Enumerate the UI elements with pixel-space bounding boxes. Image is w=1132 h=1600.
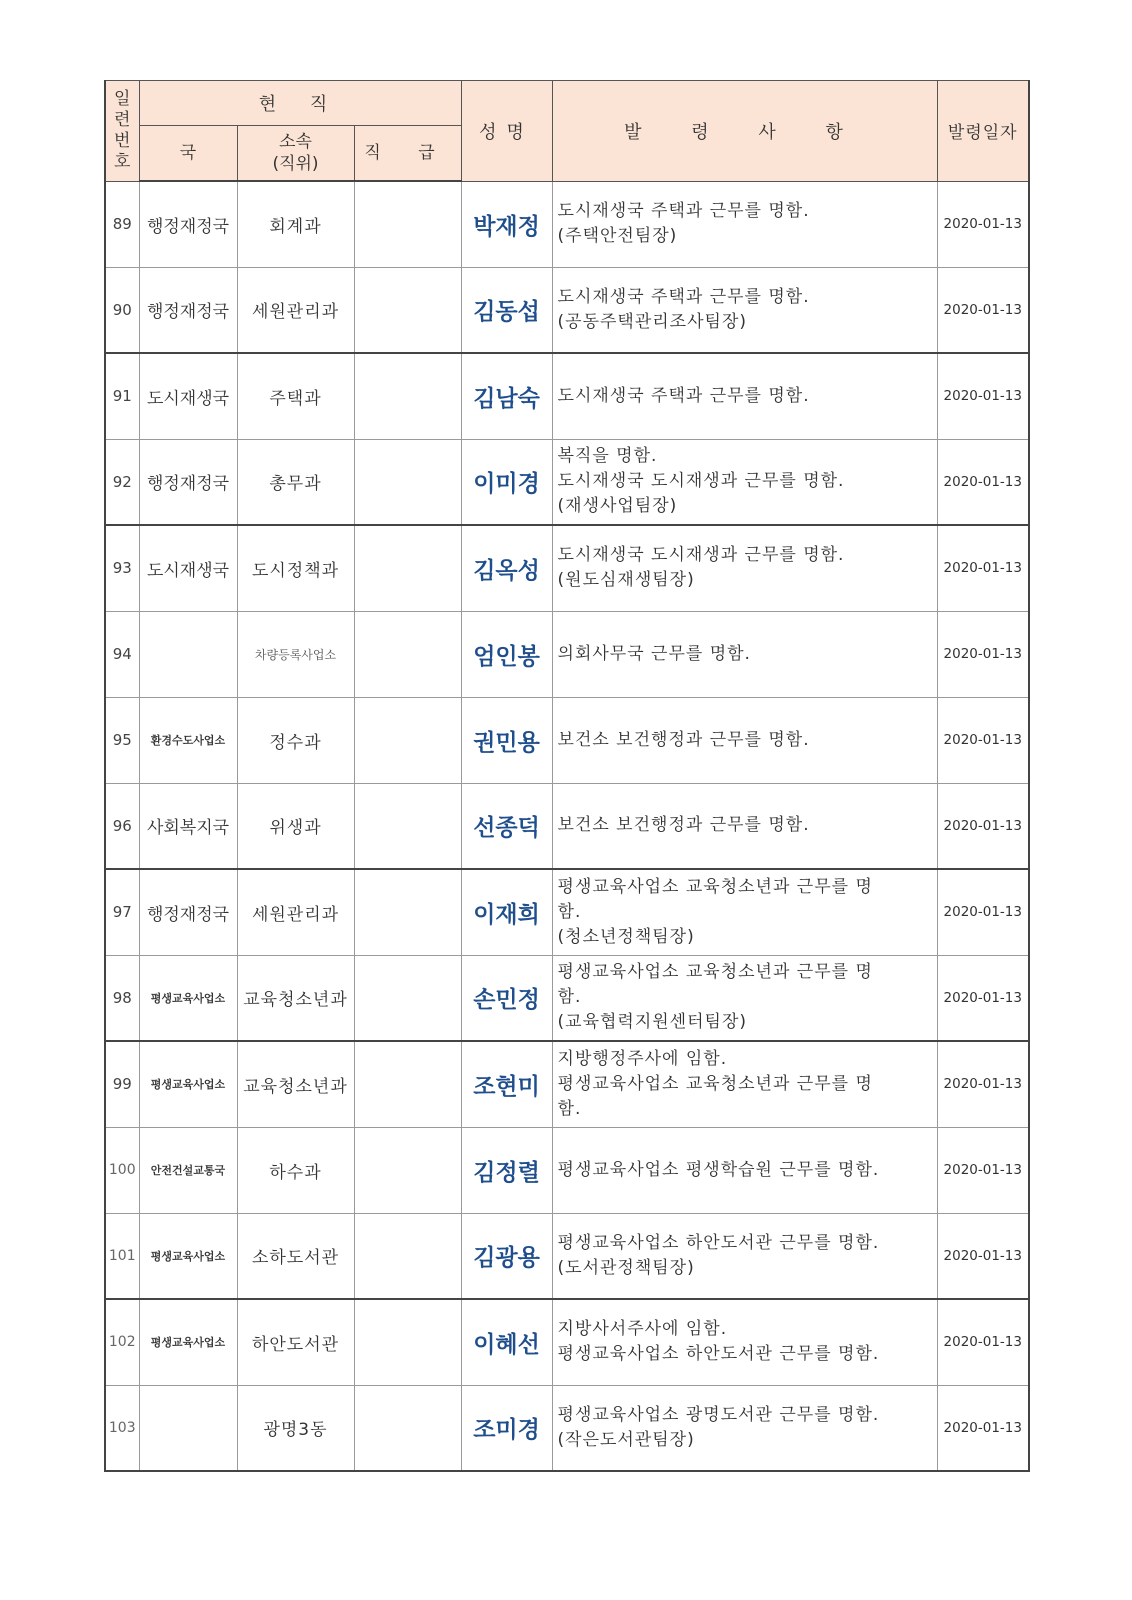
order-line: 평생교육사업소 평생학습원 근무를 명함. bbox=[557, 1159, 880, 1180]
order-line: 평생교육사업소 하안도서관 근무를 명함. bbox=[557, 1232, 880, 1253]
person-name: 김남숙 bbox=[461, 353, 552, 439]
serial-number: 102 bbox=[105, 1299, 139, 1385]
header-bureau: 국 bbox=[139, 126, 237, 182]
person-name: 선종덕 bbox=[461, 783, 552, 869]
order-line: 지방행정주사에 임함. bbox=[557, 1048, 728, 1069]
dept-cell: 회계과 bbox=[237, 181, 354, 267]
grade-cell bbox=[354, 525, 461, 611]
bureau-cell bbox=[139, 1385, 237, 1471]
serial-number: 93 bbox=[105, 525, 139, 611]
bureau-cell: 행정재정국 bbox=[139, 181, 237, 267]
bureau-cell: 평생교육사업소 bbox=[139, 1299, 237, 1385]
order-line: 도시재생국 도시재생과 근무를 명함. bbox=[557, 545, 845, 566]
order-date: 2020-01-13 bbox=[937, 869, 1029, 955]
grade-cell bbox=[354, 181, 461, 267]
order-line: 평생교육사업소 교육청소년과 근무를 명 bbox=[557, 962, 873, 983]
order-date: 2020-01-13 bbox=[937, 611, 1029, 697]
grade-cell bbox=[354, 267, 461, 353]
bureau-cell: 도시재생국 bbox=[139, 353, 237, 439]
dept-cell: 소하도서관 bbox=[237, 1213, 354, 1299]
bureau-cell: 평생교육사업소 bbox=[139, 1213, 237, 1299]
order-line: (청소년정책팀장) bbox=[557, 926, 695, 947]
order-line: (원도심재생팀장) bbox=[557, 570, 695, 591]
serial-number: 98 bbox=[105, 955, 139, 1041]
dept-cell: 도시정책과 bbox=[237, 525, 354, 611]
order-date: 2020-01-13 bbox=[937, 181, 1029, 267]
grade-cell bbox=[354, 353, 461, 439]
header-dept bbox=[237, 126, 354, 182]
order-date: 2020-01-13 bbox=[937, 1385, 1029, 1471]
serial-number: 89 bbox=[105, 181, 139, 267]
table-row bbox=[105, 1385, 1029, 1471]
dept-cell: 광명3동 bbox=[237, 1385, 354, 1471]
grade-cell bbox=[354, 955, 461, 1041]
order-line: (교육협력지원센터팀장) bbox=[557, 1012, 747, 1033]
serial-number: 100 bbox=[105, 1127, 139, 1213]
order-date: 2020-01-13 bbox=[937, 1213, 1029, 1299]
order-line: (공동주택관리조사팀장) bbox=[557, 311, 747, 332]
dept-cell: 교육청소년과 bbox=[237, 955, 354, 1041]
order-cell bbox=[552, 783, 937, 869]
order-cell bbox=[552, 955, 937, 1041]
person-name: 이미경 bbox=[461, 439, 552, 525]
order-line: (작은도서관팀장) bbox=[557, 1429, 695, 1450]
grade-cell bbox=[354, 1299, 461, 1385]
order-date: 2020-01-13 bbox=[937, 1299, 1029, 1385]
serial-number: 90 bbox=[105, 267, 139, 353]
order-cell bbox=[552, 1385, 937, 1471]
grade-cell bbox=[354, 611, 461, 697]
order-line: 함. bbox=[557, 1098, 582, 1119]
header-dept-sub: (직위) bbox=[272, 154, 319, 174]
bureau-cell: 환경수도사업소 bbox=[139, 697, 237, 783]
bureau-cell: 행정재정국 bbox=[139, 439, 237, 525]
header-current-position: 현 직 bbox=[139, 81, 461, 126]
serial-number: 103 bbox=[105, 1385, 139, 1471]
person-name: 김정렬 bbox=[461, 1127, 552, 1213]
order-line: 의회사무국 근무를 명함. bbox=[557, 643, 751, 664]
bureau-cell: 안전건설교통국 bbox=[139, 1127, 237, 1213]
person-name: 엄인봉 bbox=[461, 611, 552, 697]
bureau-cell bbox=[139, 611, 237, 697]
header-serial-line: 련 bbox=[114, 109, 131, 130]
table-row bbox=[105, 1127, 1029, 1213]
dept-cell: 하수과 bbox=[237, 1127, 354, 1213]
person-name: 조미경 bbox=[461, 1385, 552, 1471]
serial-number: 91 bbox=[105, 353, 139, 439]
dept-cell: 차량등록사업소 bbox=[237, 611, 354, 697]
order-line: 평생교육사업소 교육청소년과 근무를 명 bbox=[557, 876, 873, 897]
table-body bbox=[105, 181, 1029, 1471]
dept-cell: 위생과 bbox=[237, 783, 354, 869]
header-serial bbox=[105, 81, 139, 182]
table-row bbox=[105, 611, 1029, 697]
order-line: (도서관정책팀장) bbox=[557, 1257, 695, 1278]
bureau-cell: 도시재생국 bbox=[139, 525, 237, 611]
personnel-order-table bbox=[104, 80, 1030, 1472]
table-row bbox=[105, 439, 1029, 525]
grade-cell bbox=[354, 1127, 461, 1213]
order-date: 2020-01-13 bbox=[937, 1041, 1029, 1127]
order-date: 2020-01-13 bbox=[937, 525, 1029, 611]
table-row bbox=[105, 181, 1029, 267]
order-cell bbox=[552, 1041, 937, 1127]
serial-number: 99 bbox=[105, 1041, 139, 1127]
order-line: 지방사서주사에 임함. bbox=[557, 1319, 728, 1340]
table-row bbox=[105, 869, 1029, 955]
person-name: 이혜선 bbox=[461, 1299, 552, 1385]
order-cell bbox=[552, 1213, 937, 1299]
table-row bbox=[105, 1041, 1029, 1127]
grade-cell bbox=[354, 697, 461, 783]
header-serial-line: 호 bbox=[114, 151, 131, 172]
dept-cell: 세원관리과 bbox=[237, 267, 354, 353]
header-dept-label: 소속 bbox=[279, 132, 312, 152]
header-serial-line: 일 bbox=[114, 88, 131, 109]
dept-cell: 정수과 bbox=[237, 697, 354, 783]
table-row bbox=[105, 267, 1029, 353]
bureau-cell: 사회복지국 bbox=[139, 783, 237, 869]
person-name: 박재정 bbox=[461, 181, 552, 267]
order-cell bbox=[552, 611, 937, 697]
person-name: 이재희 bbox=[461, 869, 552, 955]
order-cell bbox=[552, 525, 937, 611]
serial-number: 96 bbox=[105, 783, 139, 869]
header-order: 발 령 사 항 bbox=[552, 81, 937, 182]
dept-cell: 주택과 bbox=[237, 353, 354, 439]
order-line: 도시재생국 주택과 근무를 명함. bbox=[557, 385, 810, 406]
person-name: 김동섭 bbox=[461, 267, 552, 353]
bureau-cell: 평생교육사업소 bbox=[139, 955, 237, 1041]
serial-number: 95 bbox=[105, 697, 139, 783]
order-cell bbox=[552, 181, 937, 267]
order-line: 도시재생국 도시재생과 근무를 명함. bbox=[557, 471, 845, 492]
order-cell bbox=[552, 1299, 937, 1385]
order-line: 보건소 보건행정과 근무를 명함. bbox=[557, 815, 810, 836]
serial-number: 101 bbox=[105, 1213, 139, 1299]
order-date: 2020-01-13 bbox=[937, 955, 1029, 1041]
order-date: 2020-01-13 bbox=[937, 353, 1029, 439]
header-serial-line: 번 bbox=[114, 130, 131, 151]
order-cell bbox=[552, 353, 937, 439]
header-name: 성명 bbox=[461, 81, 552, 182]
order-date: 2020-01-13 bbox=[937, 439, 1029, 525]
person-name: 김광용 bbox=[461, 1213, 552, 1299]
table-row bbox=[105, 783, 1029, 869]
order-line: (재생사업팀장) bbox=[557, 496, 678, 517]
order-line: 보건소 보건행정과 근무를 명함. bbox=[557, 729, 810, 750]
order-line: 복직을 명함. bbox=[557, 446, 658, 467]
grade-cell bbox=[354, 1213, 461, 1299]
grade-cell bbox=[354, 783, 461, 869]
dept-cell: 세원관리과 bbox=[237, 869, 354, 955]
bureau-cell: 행정재정국 bbox=[139, 267, 237, 353]
order-line: 도시재생국 주택과 근무를 명함. bbox=[557, 286, 810, 307]
serial-number: 97 bbox=[105, 869, 139, 955]
dept-cell: 총무과 bbox=[237, 439, 354, 525]
order-line: 평생교육사업소 교육청소년과 근무를 명 bbox=[557, 1073, 873, 1094]
table-row bbox=[105, 1213, 1029, 1299]
header-grade: 직 급 bbox=[354, 126, 461, 182]
grade-cell bbox=[354, 1385, 461, 1471]
order-line: 평생교육사업소 하안도서관 근무를 명함. bbox=[557, 1344, 880, 1365]
table-row bbox=[105, 353, 1029, 439]
order-cell bbox=[552, 869, 937, 955]
table-row bbox=[105, 525, 1029, 611]
table-row bbox=[105, 955, 1029, 1041]
dept-cell: 하안도서관 bbox=[237, 1299, 354, 1385]
person-name: 조현미 bbox=[461, 1041, 552, 1127]
person-name: 김옥성 bbox=[461, 525, 552, 611]
order-cell bbox=[552, 439, 937, 525]
table-row bbox=[105, 697, 1029, 783]
person-name: 손민정 bbox=[461, 955, 552, 1041]
order-line: 도시재생국 주택과 근무를 명함. bbox=[557, 201, 810, 221]
grade-cell bbox=[354, 1041, 461, 1127]
order-line: 평생교육사업소 광명도서관 근무를 명함. bbox=[557, 1404, 880, 1425]
order-cell bbox=[552, 697, 937, 783]
order-date: 2020-01-13 bbox=[937, 1127, 1029, 1213]
dept-cell: 교육청소년과 bbox=[237, 1041, 354, 1127]
order-line: 함. bbox=[557, 901, 582, 922]
order-date: 2020-01-13 bbox=[937, 783, 1029, 869]
bureau-cell: 행정재정국 bbox=[139, 869, 237, 955]
order-cell bbox=[552, 1127, 937, 1213]
person-name: 권민용 bbox=[461, 697, 552, 783]
table-row bbox=[105, 1299, 1029, 1385]
serial-number: 92 bbox=[105, 439, 139, 525]
table-header bbox=[105, 81, 1029, 182]
header-date: 발령일자 bbox=[937, 81, 1029, 182]
order-line: 함. bbox=[557, 987, 582, 1008]
order-line: (주택안전팀장) bbox=[557, 226, 678, 246]
grade-cell bbox=[354, 439, 461, 525]
order-cell bbox=[552, 267, 937, 353]
grade-cell bbox=[354, 869, 461, 955]
order-date: 2020-01-13 bbox=[937, 697, 1029, 783]
order-date: 2020-01-13 bbox=[937, 267, 1029, 353]
bureau-cell: 평생교육사업소 bbox=[139, 1041, 237, 1127]
serial-number: 94 bbox=[105, 611, 139, 697]
